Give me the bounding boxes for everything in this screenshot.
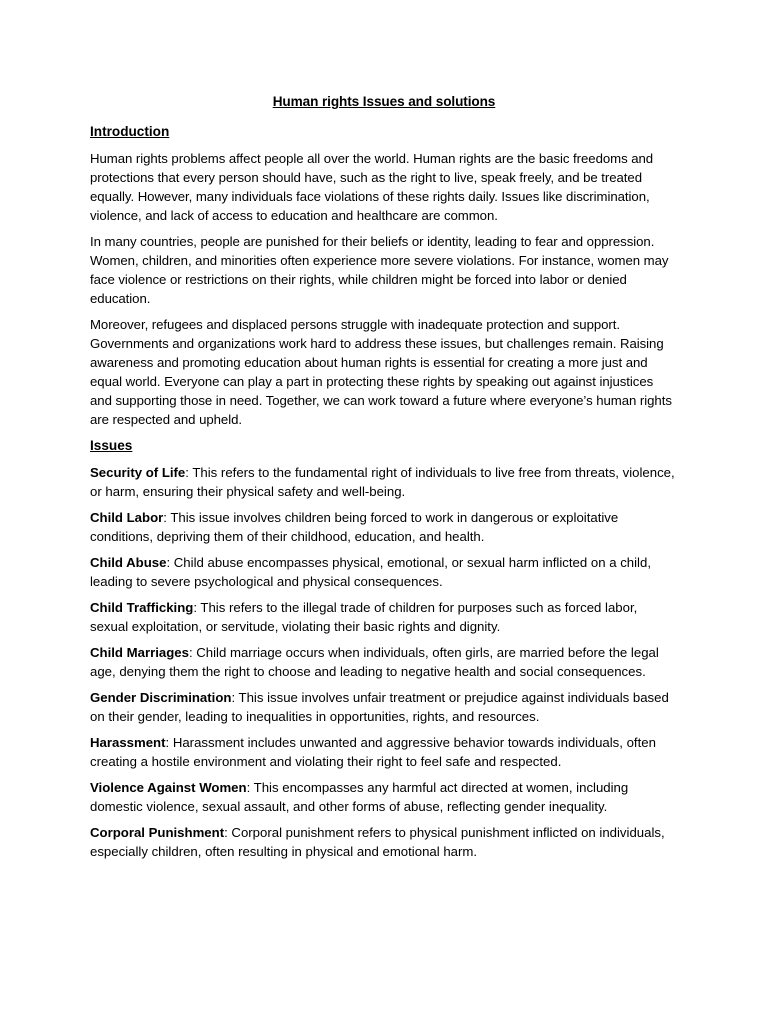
issue-term: Corporal Punishment bbox=[90, 825, 225, 840]
issue-term: Security of Life bbox=[90, 465, 186, 480]
issue-description: : This issue involves children being forced to work in dangerous or exploitative conditions, depriving them of their childhood, education, and health. bbox=[90, 510, 619, 544]
issue-term: Gender Discrimination bbox=[90, 690, 232, 705]
intro-paragraph-3: Moreover, refugees and displaced persons struggle with inadequate protection and support. Governments and organizations work hard to address these issues, but challenges remain. Raising awareness and promoting education about human rights is essential for creating a more just and equal world. Everyone can play a part in protecting these rights by speaking out against injustices and supporting those in need. Together, we can work toward a future where everyone’s human rights are respected and upheld. bbox=[90, 317, 672, 427]
issue-term: Child Abuse bbox=[90, 555, 167, 570]
intro-paragraph-2: In many countries, people are punished for their beliefs or identity, leading to fear and oppression. Women, children, and minorities often experience more severe violations. For instance, women may face violence or restrictions on their rights, while children might be forced into labor or denied education. bbox=[90, 234, 669, 306]
issue-item-child-marriages bbox=[90, 643, 678, 681]
issue-description: : Harassment includes unwanted and aggressive behavior towards individuals, often creating a hostile environment and violating their right to feel safe and respected. bbox=[90, 735, 656, 769]
issue-description: : Corporal punishment refers to physical punishment inflicted on individuals, especially children, often resulting in physical and emotional harm. bbox=[90, 825, 665, 859]
issue-term: Child Trafficking bbox=[90, 600, 194, 615]
issue-description: : This issue involves unfair treatment or prejudice against individuals based on their gender, leading to inequalities in opportunities, rights, and resources. bbox=[90, 690, 669, 724]
issue-item-gender-discrimination bbox=[90, 688, 678, 726]
document-title: Human rights Issues and solutions bbox=[272, 94, 496, 109]
issue-item-child-abuse bbox=[90, 553, 678, 591]
issue-item-corporal-punishment bbox=[90, 823, 678, 861]
issue-term: Harassment bbox=[90, 735, 166, 750]
issue-description: : Child abuse encompasses physical, emotional, or sexual harm inflicted on a child, leading to severe psychological and physical consequences. bbox=[90, 555, 651, 589]
issue-item-security-of-life bbox=[90, 463, 678, 501]
issues-heading: Issues bbox=[90, 438, 133, 453]
issue-description: : This encompasses any harmful act directed at women, including domestic violence, sexual assault, and other forms of abuse, reflecting gender inequality. bbox=[90, 780, 629, 814]
issue-description: : This refers to the illegal trade of children for purposes such as forced labor, sexual exploitation, or servitude, violating their basic rights and dignity. bbox=[90, 600, 638, 634]
issue-item-harassment bbox=[90, 733, 678, 771]
issue-description: : This refers to the fundamental right of individuals to live free from threats, violence, or harm, ensuring their physical safety and well-being. bbox=[90, 465, 675, 499]
issue-term: Violence Against Women bbox=[90, 780, 247, 795]
introduction-heading: Introduction bbox=[90, 124, 170, 139]
issue-term: Child Labor bbox=[90, 510, 164, 525]
issue-term: Child Marriages bbox=[90, 645, 189, 660]
intro-paragraph-1: Human rights problems affect people all over the world. Human rights are the basic freedoms and protections that every person should have, such as the right to live, speak freely, and be treated equally. However, many individuals face violations of these rights daily. Issues like discrimination, violence, and lack of access to education and healthcare are common. bbox=[90, 151, 654, 223]
issue-item-violence-against-women bbox=[90, 778, 678, 816]
issue-description: : Child marriage occurs when individuals, often girls, are married before the legal age, denying them the right to choose and leading to negative health and social consequences. bbox=[90, 645, 659, 679]
issue-item-child-trafficking bbox=[90, 598, 678, 636]
issue-item-child-labor bbox=[90, 508, 678, 546]
